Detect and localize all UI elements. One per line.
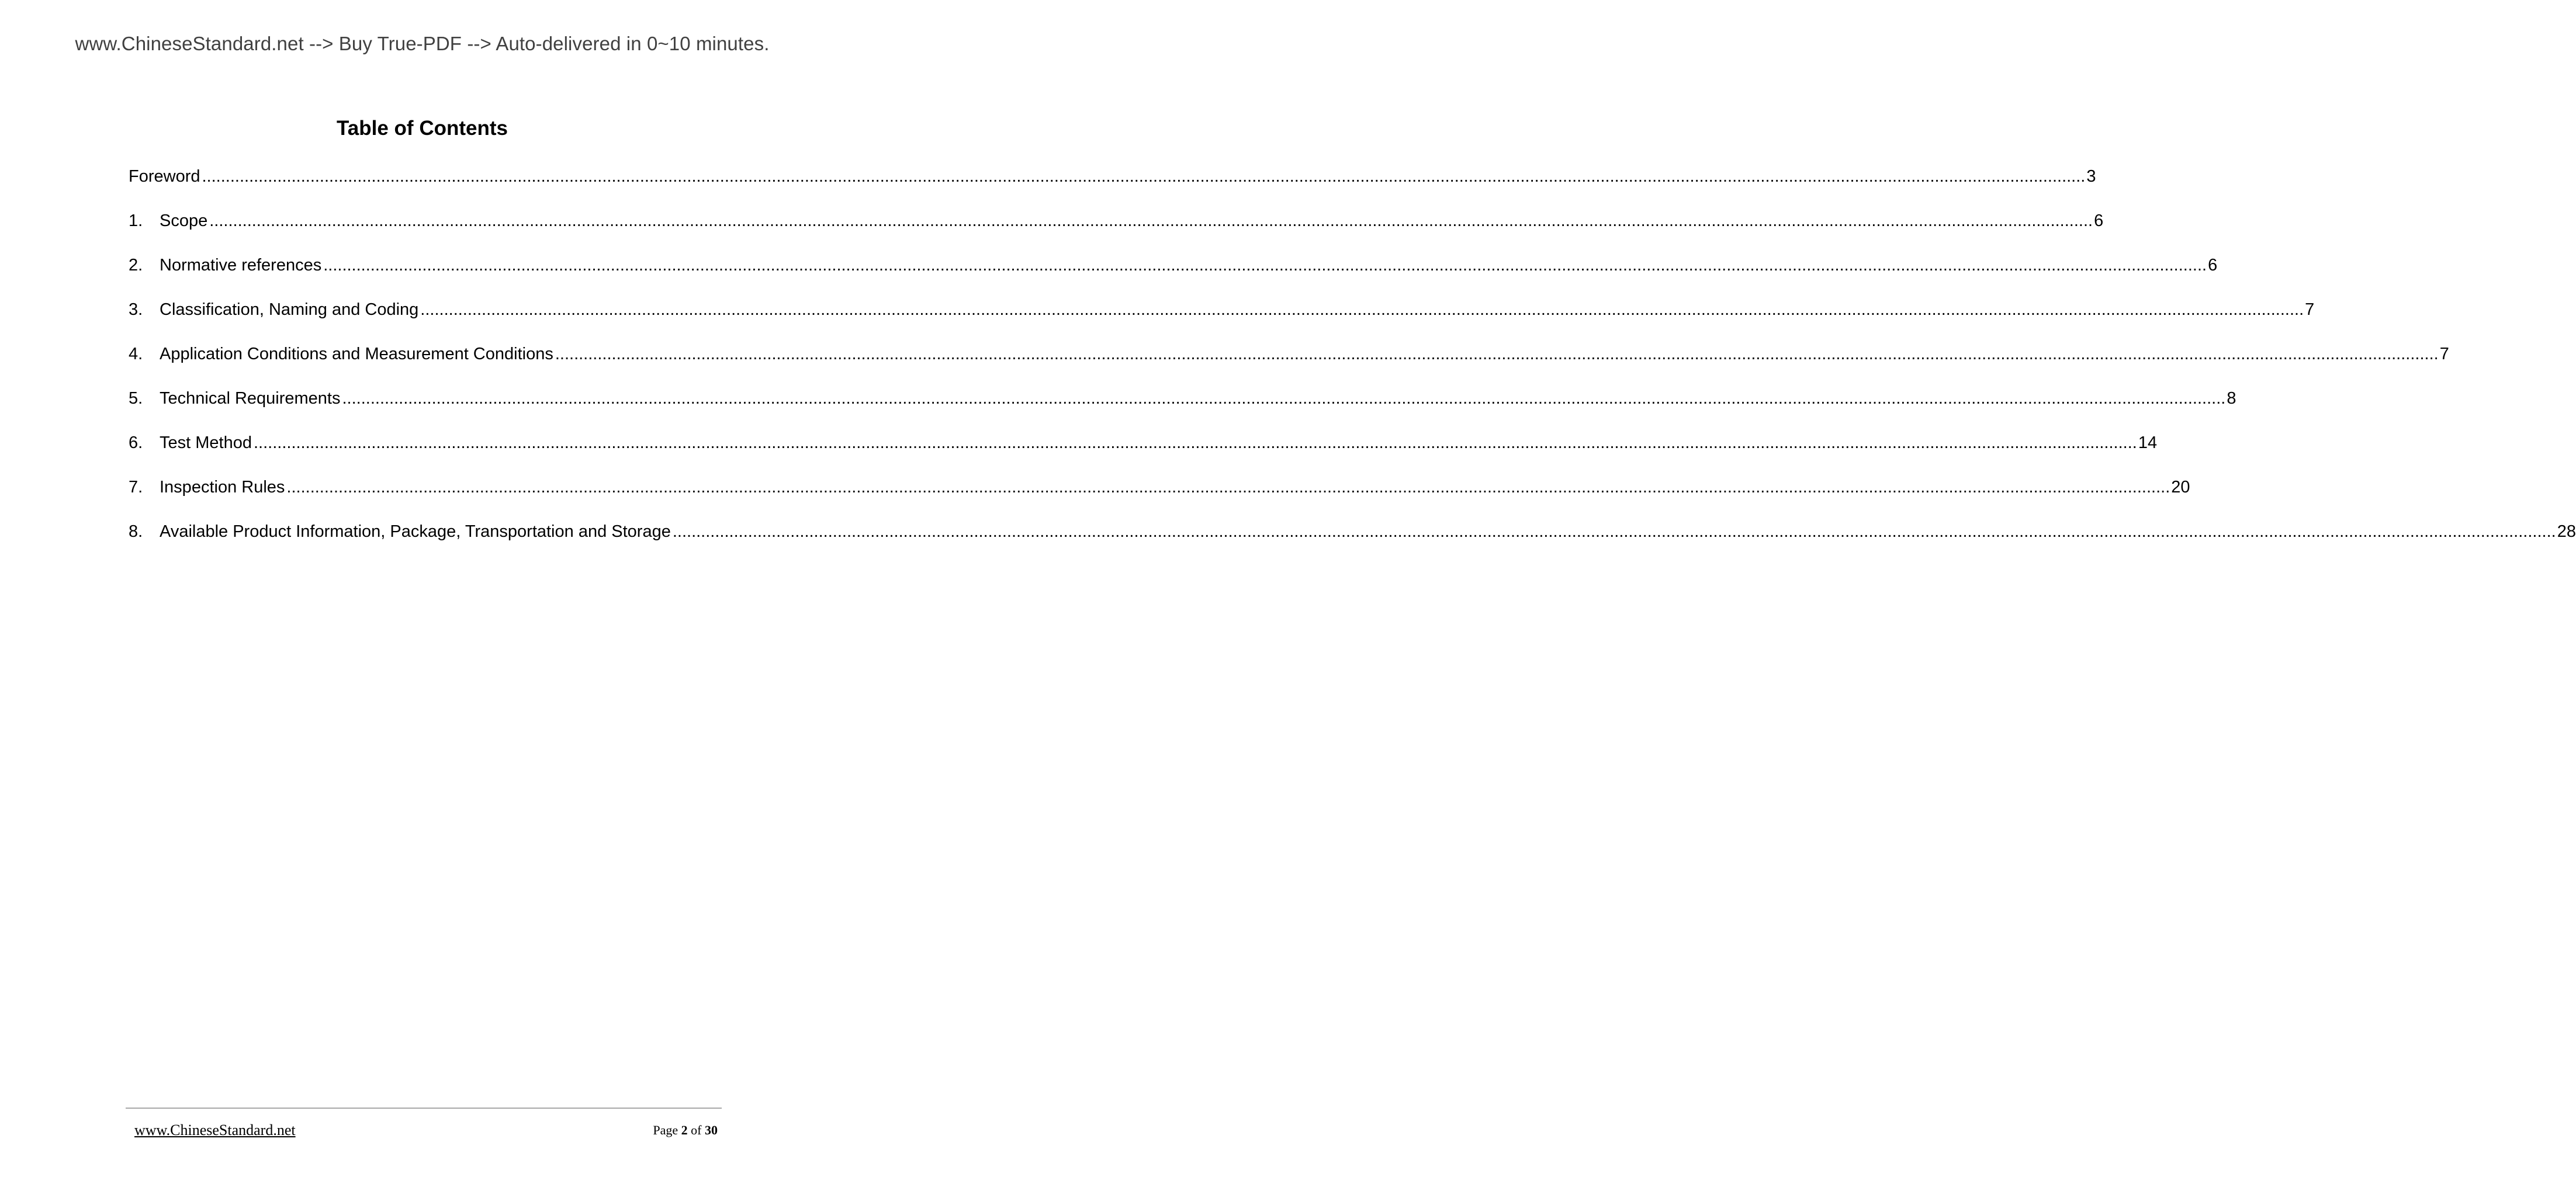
- toc-entry[interactable]: [129, 256, 2218, 300]
- toc-entry-page: 28: [2557, 522, 2576, 541]
- toc-entry-number: 2.: [129, 256, 143, 275]
- footer-website-link[interactable]: www.ChineseStandard.net: [134, 1122, 296, 1139]
- toc-entry-label: Technical Requirements: [160, 389, 341, 408]
- toc-entry-label: Normative references: [160, 256, 322, 275]
- footer-divider: [126, 1108, 722, 1109]
- toc-dot-leader: ................................................................................................................................................................................................................................................................................................................................................................................................................: [209, 211, 2093, 230]
- toc-entry-page: 14: [2138, 433, 2158, 452]
- page-prefix: Page: [653, 1123, 678, 1137]
- toc-entry-label: Available Product Information, Package, Transportation and Storage: [160, 522, 671, 541]
- toc-entry-label: Scope: [160, 211, 208, 230]
- toc-entry[interactable]: [129, 478, 2190, 522]
- toc-entry-label: Test Method: [160, 433, 252, 452]
- toc-entry-page: 3: [2086, 167, 2096, 186]
- toc-dot-leader: ................................................................................................................................................................................................................................................................................................................................................................................................................: [420, 300, 2304, 319]
- toc-entry-number: 5.: [129, 389, 143, 408]
- toc-entry[interactable]: [129, 522, 2576, 567]
- toc-title: Table of Contents: [337, 117, 508, 140]
- toc-entry-page: 7: [2305, 300, 2315, 319]
- toc-entry[interactable]: [129, 300, 2315, 345]
- top-banner[interactable]: www.ChineseStandard.net --> Buy True-PDF --> Auto-delivered in 0~10 minutes.: [75, 33, 770, 54]
- toc-entry-page: 6: [2094, 211, 2104, 230]
- toc-dot-leader: ................................................................................................................................................................................................................................................................................................................................................................................................................: [342, 389, 2226, 408]
- toc-entry-number: 8.: [129, 522, 143, 541]
- toc-list: [129, 167, 2576, 567]
- toc-dot-leader: ................................................................................................................................................................................................................................................................................................................................................................................................................: [323, 256, 2207, 275]
- toc-entry[interactable]: [129, 211, 2104, 256]
- toc-entry-page: 8: [2227, 389, 2236, 408]
- toc-entry-number: 3.: [129, 300, 143, 319]
- toc-dot-leader: ................................................................................................................................................................................................................................................................................................................................................................................................................: [253, 433, 2137, 452]
- page-of: of: [691, 1123, 702, 1137]
- toc-entry-number: 4.: [129, 345, 143, 363]
- toc-entry-label: Foreword: [129, 167, 200, 186]
- toc-entry-page: 20: [2171, 478, 2190, 497]
- toc-entry-page: 7: [2439, 345, 2449, 363]
- footer-page-number: [653, 1123, 718, 1138]
- toc-dot-leader: ................................................................................................................................................................................................................................................................................................................................................................................................................: [555, 345, 2439, 363]
- toc-entry-number: 6.: [129, 433, 143, 452]
- toc-entry-label: Classification, Naming and Coding: [160, 300, 419, 319]
- toc-entry[interactable]: [129, 167, 2096, 211]
- toc-entry[interactable]: [129, 433, 2158, 478]
- page-current: 2: [681, 1123, 688, 1137]
- toc-entry[interactable]: [129, 389, 2236, 433]
- toc-entry-number: 1.: [129, 211, 143, 230]
- toc-entry-label: Application Conditions and Measurement Conditions: [160, 345, 553, 363]
- toc-entry-number: 7.: [129, 478, 143, 497]
- toc-entry-label: Inspection Rules: [160, 478, 285, 497]
- toc-entry[interactable]: [129, 345, 2449, 389]
- toc-entry-page: 6: [2208, 256, 2218, 275]
- page-total: 30: [705, 1123, 718, 1137]
- toc-dot-leader: ................................................................................................................................................................................................................................................................................................................................................................................................................: [286, 478, 2170, 497]
- toc-dot-leader: ................................................................................................................................................................................................................................................................................................................................................................................................................: [672, 522, 2556, 541]
- toc-dot-leader: ................................................................................................................................................................................................................................................................................................................................................................................................................: [202, 167, 2086, 186]
